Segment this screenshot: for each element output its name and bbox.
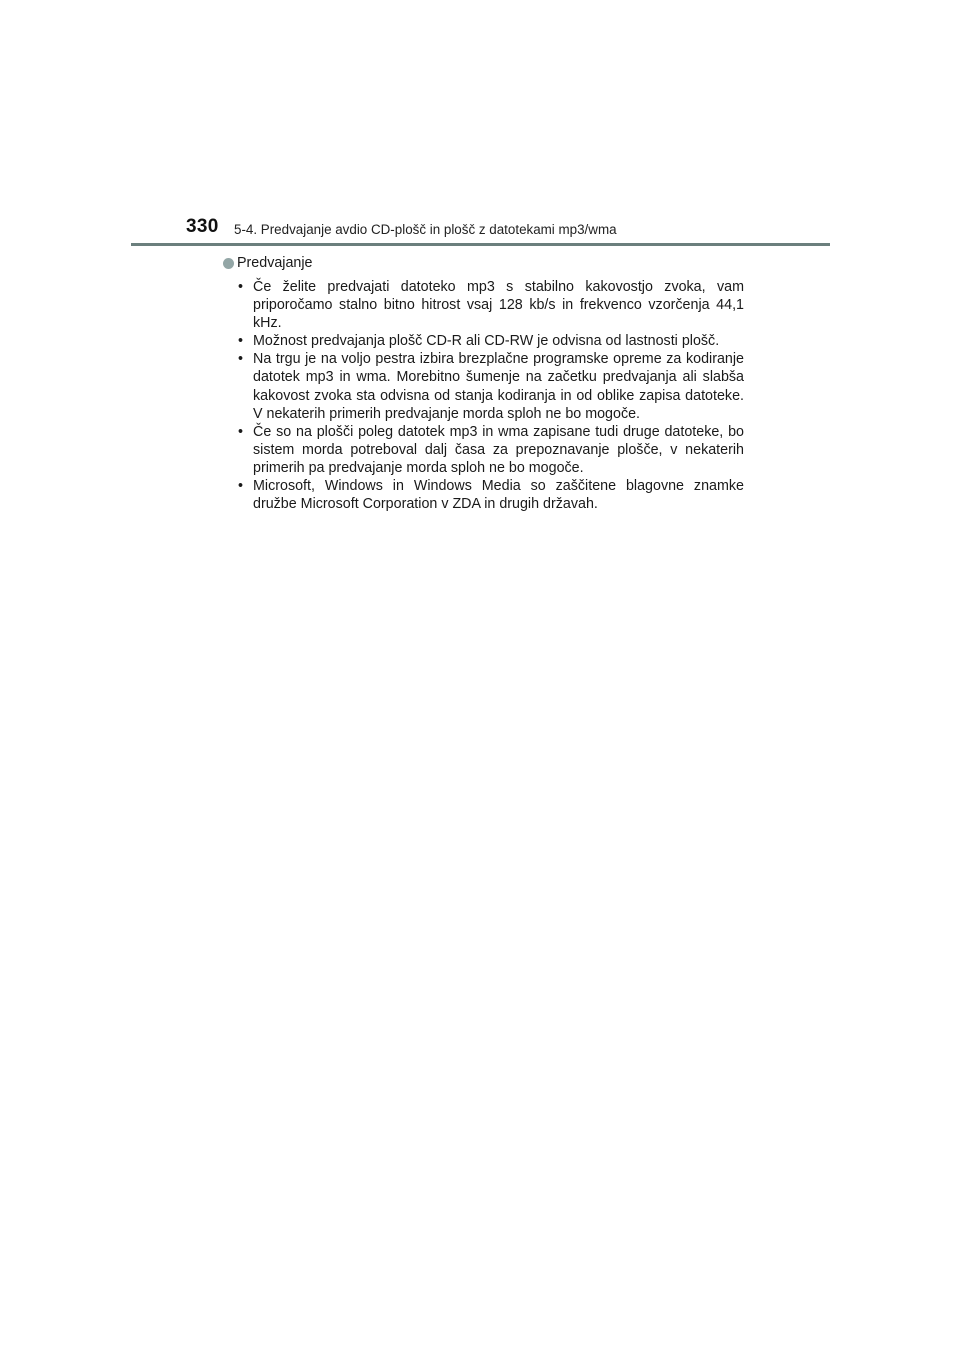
list-item <box>222 477 744 513</box>
page-number: 330 <box>186 216 219 237</box>
bullet-list <box>222 278 744 513</box>
bullet-mark: • <box>238 423 244 440</box>
list-item <box>222 423 744 477</box>
list-item-text: Na trgu je na voljo pestra izbira brezplačne programske opreme za kodiranje datotek mp3 in wma. Morebitno šumenje na začetku predvajanja ali slabša kakovost zvoka sta odvisna od stanja kodiranja in od oblike zapisa datoteke. V nekaterih primerih predvajanje morda sploh ne bo mogoče. <box>253 351 744 422</box>
bullet-mark: • <box>238 279 244 295</box>
list-item <box>222 350 744 422</box>
list-item <box>222 278 744 332</box>
list-item <box>222 332 744 350</box>
chapter-title: 5-4. Predvajanje avdio CD-plošč in plošč z datotekami mp3/wma <box>234 222 617 237</box>
section-playback <box>222 254 744 513</box>
section-heading <box>222 254 744 273</box>
header-divider <box>131 243 830 246</box>
bullet-mark: • <box>238 351 244 368</box>
bullet-mark: • <box>238 333 244 350</box>
circle-bullet-icon <box>223 258 234 269</box>
list-item-text: Microsoft, Windows in Windows Media so zaščitene blagovne znamke družbe Microsoft Corporation v ZDA in drugih državah. <box>253 478 744 513</box>
section-heading-label: Predvajanje <box>237 255 313 271</box>
list-item-text: Če želite predvajati datoteko mp3 s stabilno kakovostjo zvoka, vam priporočamo stalno bitno hitrost vsaj 128 kb/s in frekvenco vzorčenja 44,1 kHz. <box>253 279 744 332</box>
list-item-text: Možnost predvajanja plošč CD-R ali CD-RW je odvisna od lastnosti plošč. <box>253 333 720 350</box>
bullet-mark: • <box>238 478 244 495</box>
list-item-text: Če so na plošči poleg datotek mp3 in wma zapisane tudi druge datoteke, bo sistem morda potreboval dalj časa za prepoznavanje plošče, v nekaterih primerih pa predvajanje morda sploh ne bo mogoče. <box>253 423 744 476</box>
